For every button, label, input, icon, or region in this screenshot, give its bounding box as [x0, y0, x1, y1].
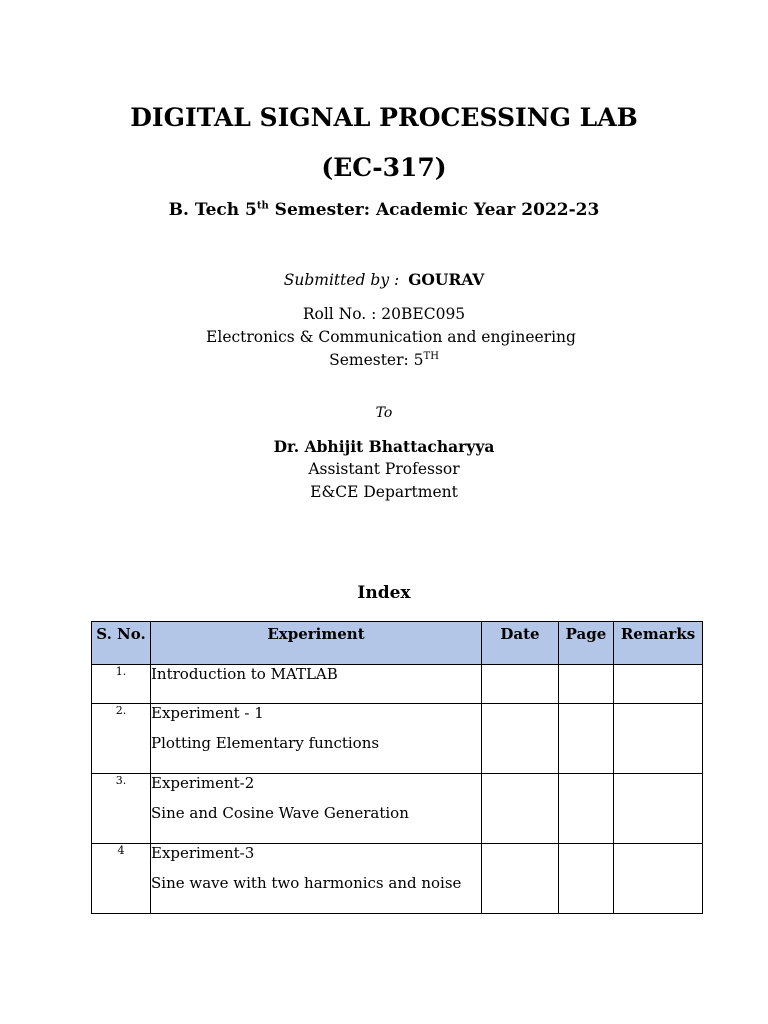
- row-sno: 1.: [92, 665, 151, 704]
- to-label: To: [375, 405, 393, 421]
- row-experiment: [151, 704, 482, 774]
- row-page: [559, 704, 614, 774]
- experiment-subtitle: Plotting Elementary functions: [151, 734, 380, 752]
- index-table: [91, 621, 703, 914]
- row-experiment: [151, 665, 482, 704]
- experiment-title: Introduction to MATLAB: [151, 665, 338, 683]
- row-date: [482, 774, 559, 844]
- table-row: [92, 844, 703, 914]
- student-name: GOURAV: [408, 270, 485, 289]
- table-row: [92, 704, 703, 774]
- experiment-title: Experiment-2: [151, 774, 255, 792]
- recipient-name: Dr. Abhijit Bhattacharyya: [273, 437, 495, 456]
- semester-line: Semester: 5TH: [329, 350, 439, 369]
- column-header-sno: S. No.: [92, 622, 151, 665]
- row-experiment: [151, 774, 482, 844]
- submitted-by-line: [0, 270, 768, 289]
- table-row: [92, 774, 703, 844]
- branch-name: Electronics & Communication and engineering: [206, 328, 576, 346]
- roll-number: Roll No. : 20BEC095: [302, 305, 466, 323]
- row-date: [482, 704, 559, 774]
- table-row: [92, 665, 703, 704]
- row-sno: 4: [92, 844, 151, 914]
- index-heading: Index: [357, 583, 411, 603]
- submitted-by-label: Submitted by :: [283, 271, 400, 289]
- semester-subtitle: B. Tech 5th Semester: Academic Year 2022-23: [168, 200, 600, 220]
- row-sno: 2.: [92, 704, 151, 774]
- recipient-designation: Assistant Professor: [308, 460, 460, 478]
- experiment-subtitle: Sine and Cosine Wave Generation: [151, 804, 409, 822]
- row-experiment: [151, 844, 482, 914]
- row-remarks: [614, 704, 703, 774]
- row-remarks: [614, 774, 703, 844]
- course-code: (EC-317): [321, 153, 447, 182]
- column-header-remarks: Remarks: [614, 622, 703, 665]
- row-remarks: [614, 665, 703, 704]
- column-header-date: Date: [482, 622, 559, 665]
- row-date: [482, 844, 559, 914]
- row-page: [559, 774, 614, 844]
- document-title: DIGITAL SIGNAL PROCESSING LAB: [130, 103, 638, 132]
- experiment-subtitle: Sine wave with two harmonics and noise: [151, 874, 462, 892]
- experiment-title: Experiment - 1: [151, 704, 264, 722]
- experiment-title: Experiment-3: [151, 844, 255, 862]
- row-remarks: [614, 844, 703, 914]
- row-date: [482, 665, 559, 704]
- column-header-page: Page: [559, 622, 614, 665]
- row-sno: 3.: [92, 774, 151, 844]
- row-page: [559, 665, 614, 704]
- row-page: [559, 844, 614, 914]
- table-header-row: [92, 622, 703, 665]
- recipient-department: E&CE Department: [310, 483, 458, 501]
- column-header-experiment: Experiment: [151, 622, 482, 665]
